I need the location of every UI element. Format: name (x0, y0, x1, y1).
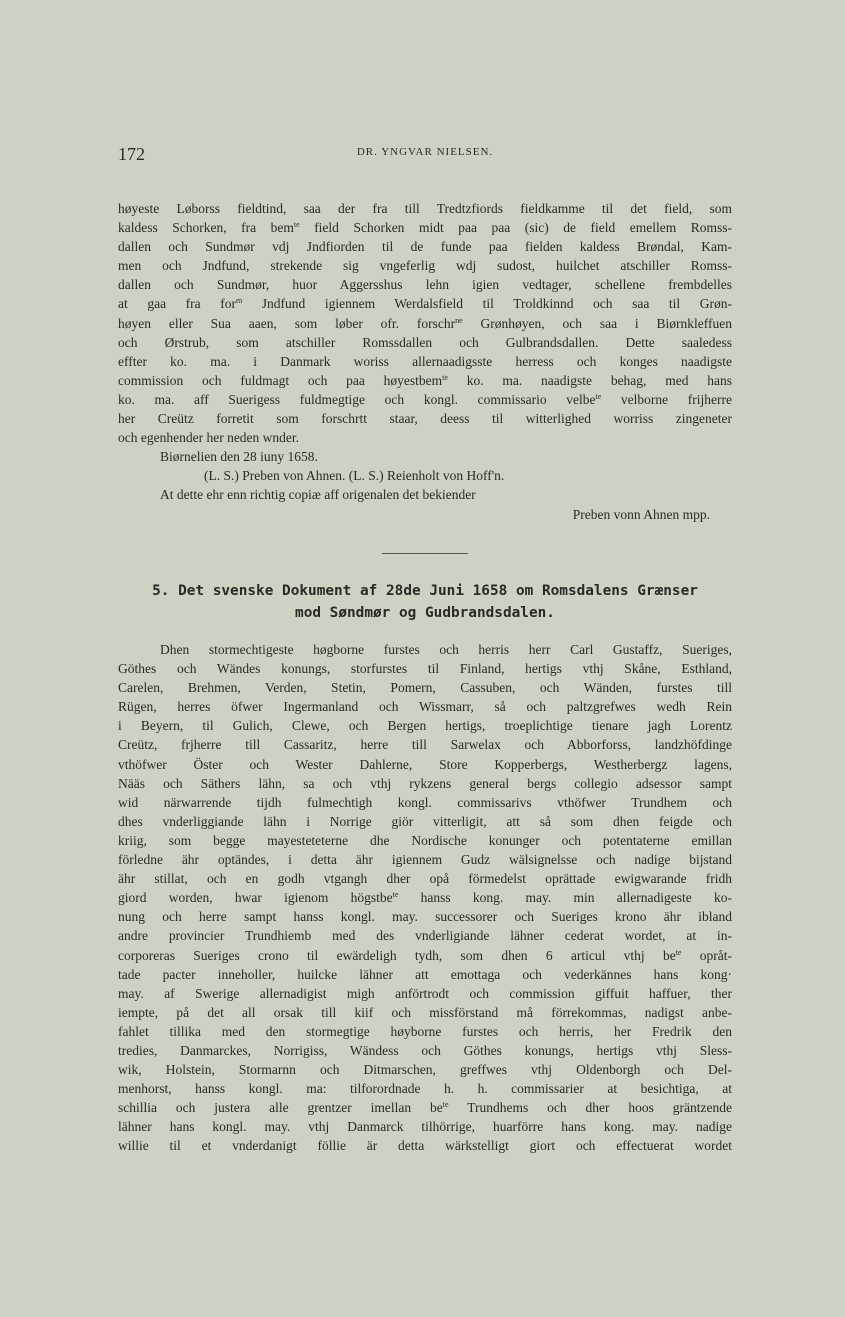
text-line: fahlet tillika med den stormegtige høyborne furstes och herris, her Fredrik den (118, 1023, 732, 1039)
text-line: menhorst, hanss kongl. ma: tilforordnade h. h. commissarier at besichtiga, at (118, 1081, 732, 1097)
text-line: commission och fuldmagt och paa høyestbem$^{te}$ ko. ma. naadigste behag, med hans (118, 372, 732, 388)
text-line: lähner hans kongl. may. vthj Danmarck tilhörrige, huarförre hans kong. may. nadige (118, 1119, 732, 1135)
text-line: förledne ähr optändes, i detta ähr igiennem Gudz wälsignelsse och nadige bijstand (118, 852, 732, 868)
text-line: høyeste Løborss fieldtind, saa der fra till Tredtzfiords fieldkamme til det field, som (118, 201, 732, 216)
section-heading-line-2: mod Søndmør og Gudbrandsdalen. (295, 605, 555, 621)
text-line: och egenhender her neden wnder. (118, 430, 300, 446)
text-line: iempte, på det all orsak till kiif och missförstand må förrekommas, nadigst anbe- (118, 1004, 732, 1020)
swedish-document-text (118, 640, 732, 1156)
section-heading (118, 580, 732, 624)
text-line: ähr stillat, och en godh vtgangh dher opå förmedelst oprättade ewigwarande fridh (118, 871, 732, 887)
running-title: DR. YNGVAR NIELSEN. (356, 146, 494, 158)
text-line: i Beyern, til Gulich, Clewe, och Bergen hertigs, troeplichtige tienare jagh Lorentz (118, 718, 732, 734)
swedish-document-lines (118, 640, 732, 1156)
page-number: 172 (118, 144, 145, 164)
text-line: kaldess Schorken, fra bem$^{te}$ field Schorken midt paa paa (sic) de field emellem Romss- (118, 220, 732, 236)
attester: Preben vonn Ahnen mpp. (572, 506, 710, 522)
text-line: Rügen, herres öfwer Ingermanland och Wissmarr, så och paltzgrefwes wedh Rein (118, 699, 732, 715)
text-line: Dhen stormechtigeste høgborne furstes och herris herr Carl Gustaffz, Sueriges, (160, 642, 732, 657)
text-line: giord worden, hwar igienom högstbe$^{te}$ hanss kong. may. min allernadigeste ko- (118, 890, 732, 906)
text-line: och Ørstrub, som atschiller Romssdallen och Gulbrandsdallen. Dette saaledess (118, 334, 732, 350)
text-line: Creütz, frjherre till Cassaritz, herre till Sarwelax och Abborforss, landzhöfdinge (118, 737, 732, 753)
text-line: nung och herre sampt hanss kongl. may. successorer och Sueriges krono ähr ibland (118, 909, 732, 925)
text-line: dallen och Sundmør vdj Jndfiorden til de funde paa fielden kaldess Brøndal, Kam- (118, 239, 732, 255)
text-line: Göthes och Wändes konungs, storfurstes til Finland, hertigs vthj Skåne, Esthland, (118, 661, 732, 677)
text-line: her Creütz forretit som forschrtt staar, deess til witterlighed worriss zingeneter (118, 411, 732, 427)
attestation: At dette ehr enn richtig copiæ aff origenalen det bekiender (160, 487, 476, 503)
section-heading-line-1: 5. Det svenske Dokument af 28de Juni 1658 om Romsdalens Grænser (152, 583, 698, 599)
text-line: andre provincier Trundhiemb med des vnderligiande lähner cederat wordet, at in- (118, 928, 732, 944)
text-line: vthöfwer Öster och Wester Dahlerne, Store Kopperbergs, Westherbergz lagens, (118, 756, 732, 772)
text-line: høyen eller Sua aaen, som løber ofr. forschr$^{ne}$ Grønhøyen, och saa i Biørnkleffuen (118, 315, 733, 331)
text-line: wik, Holstein, Stormarnn och Ditmarschen, greffwes vthj Oldenborgh och Del- (118, 1062, 732, 1078)
text-line: dhes vnderliggiande lähn i Norrige giör vitterligit, att så som dhen feigde och (118, 813, 732, 829)
text-line: dallen och Sundmør, huor Aggersshus lehn igien vedtager, schellene frembdelles (118, 277, 732, 293)
text-line: effter ko. ma. i Danmark woriss allernaadigsste herress och konges naadigste (118, 353, 732, 369)
text-line: tade pacter inneholler, huilcke lähner att emottaga och vederkännes hans kong· (118, 966, 732, 982)
text-line: men och Jndfund, strekende sig vngeferlig wdj sudost, huilchet atschiller Romss- (118, 258, 732, 274)
text-line: ko. ma. aff Suerigess fuldmegtige och kongl. commissario velbe$^{te}$ velborne frijherre (118, 391, 732, 407)
document-continuation (118, 199, 732, 524)
text-line: may. af Swerige allernadigist migh anförtrodt och commission giffuit haffuer, ther (118, 985, 732, 1001)
signatures: (L. S.) Preben von Ahnen. (L. S.) Reienholt von Hoff'n. (204, 468, 505, 484)
text-line: willie til et vnderdanigt föllie är detta wärkstelligt giort och effectuerat wordet (118, 1138, 732, 1154)
text-line: Carelen, Brehmen, Verden, Stetin, Pomern, Cassuben, och Wänden, furstes till (118, 680, 732, 696)
place-date: Biørnelien den 28 iuny 1658. (160, 449, 318, 465)
text-line: Nääs och Säthers lähn, sa och vthj rykzens general bergs collegio adsessor sampt (118, 775, 732, 791)
section-divider (382, 553, 468, 554)
text-line: wid närwarrende tijdh fulmechtigh kongl. commissarivs vthöfwer Trundhem och (118, 794, 732, 810)
text-line: corporeras Sueriges crono til ewärdeligh tydh, som dhen 6 articul vthj $be^{te}$ opråt- (118, 947, 732, 963)
text-line: tredies, Danmarckes, Norrigiss, Wändess och Göthes konungs, hertigs vthj Sless- (118, 1042, 732, 1058)
continuation-lines (118, 199, 732, 447)
running-head (118, 140, 732, 168)
text-line: kriig, som begge mayesteteterne dhe Nordische konunger och potentaterne emillan (118, 832, 732, 848)
text-line: at gaa fra for$^m$ Jndfund igiennem Werdalsfield til Troldkinnd och saa til Grøn- (118, 296, 732, 312)
text-line: schillia och justera alle grentzer imellan $be^{te}$ Trundhems och dher hoos gräntzende (118, 1100, 733, 1116)
